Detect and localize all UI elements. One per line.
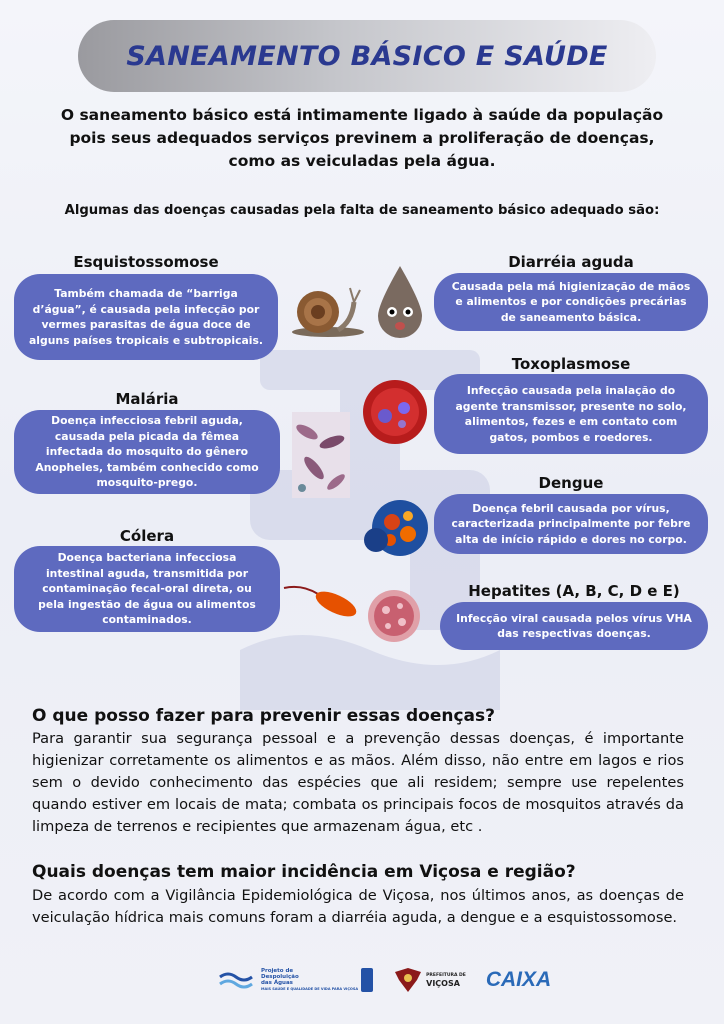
disease-desc-hepatites: Infecção viral causada pelos vírus VHA das respectivas doenças. — [440, 602, 708, 650]
malaria-parasite-icon — [292, 412, 350, 498]
infected-cell-icon — [360, 378, 430, 446]
logo-prefeitura-vicosa: PREFEITURA DE VIÇOSA — [393, 966, 466, 994]
prevention-question: O que posso fazer para prevenir essas doenças? — [32, 706, 495, 726]
disease-desc-dengue: Doença febril causada por vírus, caracterizada principalmente por febre alta de início rápido e dores no corpo. — [434, 494, 708, 554]
footer-logos — [218, 960, 551, 1000]
disease-title-colera: Cólera — [119, 527, 175, 545]
diseases-subheading: Algumas das doenças causadas pela falta de saneamento básico adequado são: — [64, 203, 660, 218]
disease-desc-diarreia: Causada pela má higienização de mãos e alimentos e por condições precárias de saneamento básica. — [434, 273, 708, 331]
disease-title-dengue: Dengue — [538, 474, 604, 492]
cholera-bacterium-icon — [282, 582, 360, 622]
saae-badge-icon — [361, 968, 373, 992]
snail-icon — [288, 282, 368, 340]
disease-desc-toxoplasmose: Infecção causada pela inalação do agente transmissor, presente no solo, alimentos, fezes e em contato com gatos, pombos e roedores. — [434, 374, 708, 454]
disease-title-toxoplasmose: Toxoplasmose — [511, 355, 631, 373]
disease-title-diarreia: Diarréia aguda — [508, 253, 634, 271]
disease-desc-malaria: Doença infecciosa febril aguda, causada pela picada da fêmea infectada do mosquito do gênero Anopheles, também conhecido como mosquito-prego. — [14, 410, 280, 494]
disease-title-esquistossomose: Esquistossomose — [73, 253, 219, 271]
prevention-answer: Para garantir sua segurança pessoal e a prevenção dessas doenças, é importante higienizar corretamente os alimentos e as mãos. Além disso, não entre em lagos e rios sem o devido conhecimento das espécies que ali residem; sempre use repelentes quando estiver em locais de mata; combata os principais focos de mosquitos através da limpeza de terrenos e recipientes que armazenam água, etc . — [32, 730, 684, 835]
logo-projeto-despoluicao: Projeto de Despoluição das Águas MAIS SAÚDE E QUALIDADE DE VIDA PARA VIÇOSA — [218, 968, 373, 992]
coat-of-arms-icon — [393, 966, 423, 994]
incidence-answer: De acordo com a Vigilância Epidemiológica de Viçosa, nos últimos anos, as doenças de veiculação hídrica mais comuns foram a diarréia aguda, a dengue e a esquistossomose. — [32, 887, 684, 926]
intro-text: O saneamento básico está intimamente ligado à saúde da população pois seus adequados serviços previnem a proliferação de doenças, como as veiculadas pela água. — [60, 106, 664, 170]
sick-drop-icon — [372, 264, 428, 340]
dengue-virus-icon — [362, 496, 434, 560]
disease-title-hepatites: Hepatites (A, B, C, D e E) — [468, 582, 680, 600]
disease-desc-esquistossomose: Também chamada de “barriga d’água”, é causada pela infecção por vermes parasitas de água doce de alguns países tropicais e subtropicais. — [14, 274, 278, 360]
disease-desc-colera: Doença bacteriana infecciosa intestinal aguda, transmitida por contaminação fecal-oral direta, ou pela ingestão de água ou alimentos contaminados. — [14, 546, 280, 632]
water-waves-icon — [218, 969, 258, 991]
page-title: SANEAMENTO BÁSICO E SAÚDE — [126, 40, 608, 72]
logo-caixa: CAIXA — [485, 968, 552, 991]
incidence-question: Quais doenças tem maior incidência em Viçosa e região? — [32, 862, 576, 882]
title-banner — [78, 20, 656, 92]
hepatitis-virus-icon — [364, 586, 424, 646]
disease-title-malaria: Malária — [115, 390, 179, 408]
